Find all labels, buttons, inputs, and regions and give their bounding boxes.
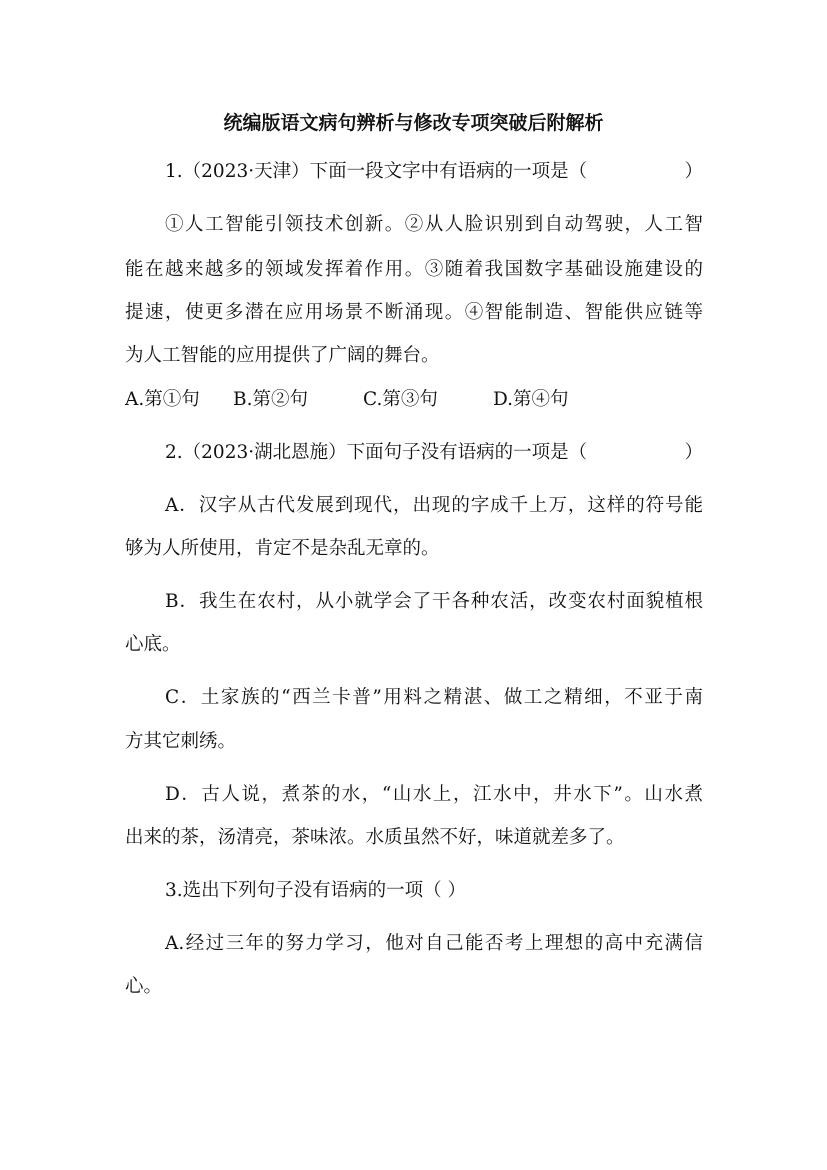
question-2-option-d-line: D．古人说，煮茶的水，“山水上，江水中，井水下”。山水煮	[165, 784, 703, 805]
question-1-option-c: C.第③句	[363, 389, 438, 410]
question-2-option-b-line: 心底。	[125, 634, 181, 655]
question-2-text: 2.（2023·湖北恩施）下面句子没有语病的一项是（	[165, 442, 588, 463]
question-2-option-c-line: 方其它刺绣。	[125, 731, 237, 752]
question-1-passage-line: 为人工智能的应用提供了广阔的舞台。	[125, 345, 440, 366]
question-2-option-c-line: C．土家族的“西兰卡普”用料之精湛、做工之精细，不亚于南	[165, 687, 703, 708]
question-1-text: 1.（2023·天津）下面一段文字中有语病的一项是（	[165, 161, 588, 182]
question-1-option-d: D.第④句	[493, 389, 569, 410]
question-2-option-d-line: 出来的茶，汤清亮，茶味浓。水质虽然不好，味道就差多了。	[125, 827, 625, 848]
question-2-option-a-line: 够为人所使用，肯定不是杂乱无章的。	[125, 538, 440, 559]
question-3-option-a-line: A.经过三年的努力学习，他对自己能否考上理想的高中充满信	[165, 933, 703, 954]
question-1-options	[125, 388, 703, 412]
question-1-paren-close: ）	[684, 161, 703, 182]
question-2-stem	[165, 441, 703, 465]
question-1-stem	[165, 160, 703, 184]
question-1-passage-line: 能在越来越多的领域发挥着作用。③随着我国数字基础设施建设的	[125, 259, 703, 280]
question-3-stem: 3.选出下列句子没有语病的一项（ ）	[165, 880, 467, 901]
question-1-option-b: B.第②句	[233, 389, 308, 410]
question-1-option-a: A.第①句	[125, 389, 200, 410]
question-2-option-a-line: A．汉字从古代发展到现代，出现的字成千上万，这样的符号能	[165, 495, 703, 516]
question-2-option-b-line: B．我生在农村，从小就学会了干各种农活，改变农村面貌植根	[165, 591, 703, 612]
question-1-passage-line: 提速，使更多潜在应用场景不断涌现。④智能制造、智能供应链等	[125, 302, 703, 323]
question-2-paren-close: ）	[684, 442, 703, 463]
question-1-passage-line: ①人工智能引领技术创新。②从人脸识别到自动驾驶，人工智	[165, 214, 703, 235]
question-3-option-a-line: 心。	[125, 976, 163, 997]
document-title: 统编版语文病句辨析与修改专项突破后附解析	[223, 112, 604, 134]
